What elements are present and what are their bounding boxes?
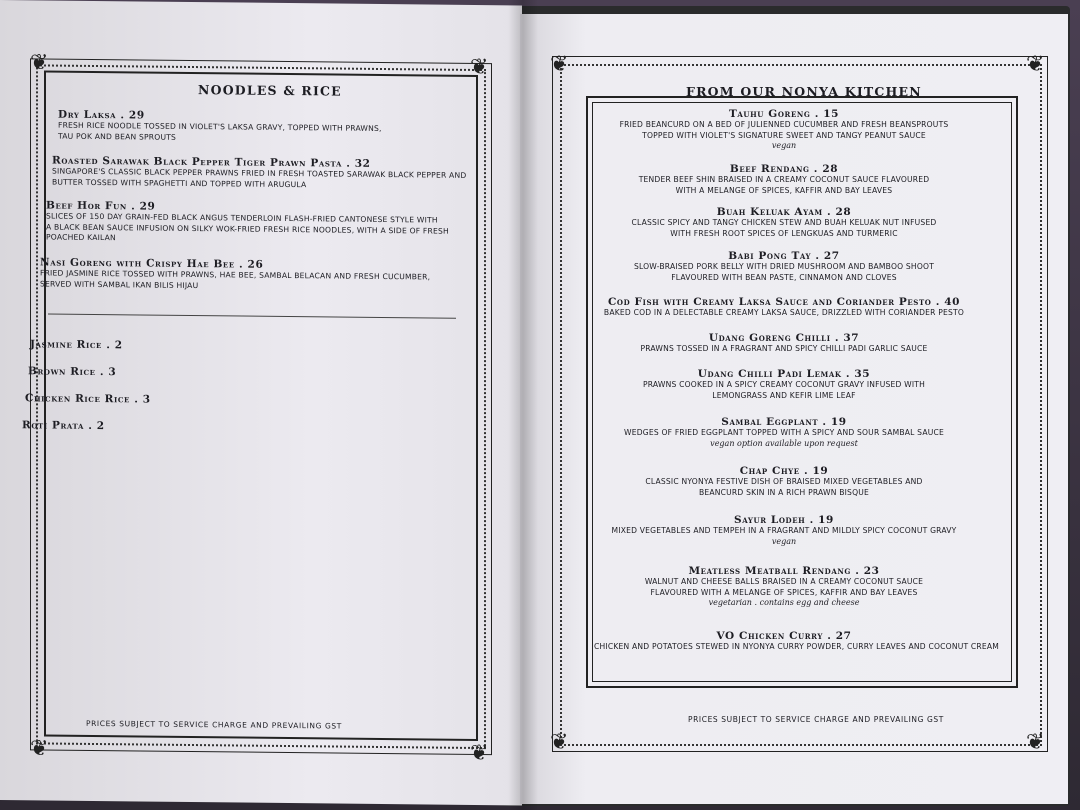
menu-item-desc: WEDGES OF FRIED EGGPLANT TOPPED WITH A SPICY AND SOUR SAMBAL SAUCE [623,428,945,437]
menu-item-desc: TENDER BEEF SHIN BRAISED IN A CREAMY COCONUT SAUCE FLAVOURED [638,175,930,184]
menu-item-title: Beef Hor Fun . 29 [46,199,156,213]
menu-item-note: vegan [771,141,797,150]
flourish-icon: ❦ [1026,730,1045,755]
menu-item-title: Meatless Meatball Rendang . 23 [688,565,880,577]
side-item: Brown Rice . 3 [28,365,117,379]
left-page [0,0,522,805]
menu-item-title: Sambal Eggplant . 19 [721,416,847,428]
menu-item-desc: A BLACK BEAN SAUCE INFUSION ON SILKY WOK-FRIED FRESH RICE NOODLES, WITH A SIDE OF FRESH [46,221,449,236]
menu-item-desc: MIXED VEGETABLES AND TEMPEH IN A FRAGRANT AND MILDLY SPICY COCONUT GRAVY [611,526,957,535]
menu-item [604,250,964,283]
menu-item-desc: FLAVOURED WITH BEAN PASTE, CINNAMON AND CLOVES [671,272,897,282]
menu-item-desc: SLOW-BRAISED PORK BELLY WITH DRIED MUSHROOM AND BAMBOO SHOOT [633,262,935,271]
menu-item-desc: PRAWNS TOSSED IN A FRAGRANT AND SPICY CHILLI PADI GARLIC SAUCE [640,344,928,353]
book-spine-shadow [508,0,538,810]
menu-item [604,332,964,355]
flourish-icon: ❦ [30,736,49,762]
menu-item-title: Sayur Lodeh . 19 [734,514,834,526]
side-item: Roti Prata . 2 [22,419,105,433]
menu-item-title: VO Chicken Curry . 27 [716,630,852,642]
menu-item-title: Dry Laksa . 29 [58,108,145,122]
flourish-icon: ❦ [30,50,49,76]
menu-item-note: vegetarian . contains egg and cheese [708,598,860,607]
menu-item [604,465,964,498]
menu-item-desc: BEANCURD SKIN IN A RICH PRAWN BISQUE [698,487,870,497]
menu-item-desc: SINGAPORE'S CLASSIC BLACK PEPPER PRAWNS FRIED IN FRESH TOASTED SARAWAK BLACK PEPPER AND [52,166,467,180]
menu-item-note: vegan option available upon request [710,438,858,448]
menu-item-title: Buah Keluak Ayam . 28 [716,206,852,218]
left-footer-note: PRICES SUBJECT TO SERVICE CHARGE AND PREVAILING GST [86,718,342,731]
menu-item [604,206,964,239]
side-item: Chicken Rice Rice . 3 [25,392,151,406]
menu-item-title: Chap Chye . 19 [739,465,829,477]
menu-item-desc: WITH FRESH ROOT SPICES OF LENGKUAS AND TURMERIC [670,228,898,238]
left-page-title: NOODLES & RICE [198,82,342,99]
menu-item-desc: CLASSIC SPICY AND TANGY CHICKEN STEW AND BUAH KELUAK NUT INFUSED [631,218,937,227]
menu-item [594,296,974,319]
flourish-icon: ❦ [470,740,489,767]
flourish-icon: ❦ [1026,52,1045,77]
flourish-icon: ❦ [550,730,569,755]
menu-item-desc: FRESH RICE NOODLE TOSSED IN VIOLET'S LAKSA GRAVY, TOPPED WITH PRAWNS, [58,120,382,133]
menu-item-title: Beef Rendang . 28 [729,163,839,175]
side-item: Jasmine Rice . 2 [30,338,123,352]
menu-item [604,163,964,196]
menu-item-desc: TAU POK AND BEAN SPROUTS [58,131,177,142]
menu-item [58,109,382,145]
menu-item-desc: FRIED JASMINE RICE TOSSED WITH PRAWNS, HAE BEE, SAMBAL BELACAN AND FRESH CUCUMBER, [40,268,431,282]
menu-item [604,108,964,152]
menu-item-note: vegan [771,536,797,546]
menu-item [46,199,449,247]
menu-item-title: Udang Goreng Chilli . 37 [708,332,860,344]
menu-item-desc: FLAVOURED WITH A MELANGE OF SPICES, KAFFIR AND BAY LEAVES [650,587,918,597]
menu-item-desc: SLICES OF 150 DAY GRAIN-FED BLACK ANGUS TENDERLOIN FLASH-FRIED CANTONESE STYLE WITH [46,211,438,225]
flourish-icon: ❦ [550,52,569,77]
menu-item [604,416,964,449]
menu-item-desc: BAKED COD IN A DELECTABLE CREAMY LAKSA SAUCE, DRIZZLED WITH CORIANDER PESTO [603,308,965,317]
right-page-title: FROM OUR NONYA KITCHEN [686,84,922,99]
right-footer-note: PRICES SUBJECT TO SERVICE CHARGE AND PREVAILING GST [688,715,944,724]
menu-item-title: Udang Chilli Padi Lemak . 35 [697,368,871,380]
menu-item [604,565,964,609]
menu-item [604,368,964,401]
menu-item-desc: SERVED WITH SAMBAL IKAN BILIS HIJAU [40,278,199,290]
menu-item-desc: POACHED KAILAN [46,232,116,243]
menu-item-desc: CHICKEN AND POTATOES STEWED IN NYONYA CURRY POWDER, CURRY LEAVES AND COCONUT CREAM [594,642,1000,651]
menu-item-desc: WITH A MELANGE OF SPICES, KAFFIR AND BAY LEAVES [675,185,893,195]
menu-item-desc: CLASSIC NYONYA FESTIVE DISH OF BRAISED MIXED VEGETABLES AND [645,477,923,486]
menu-item-desc: PRAWNS COOKED IN A SPICY CREAMY COCONUT GRAVY INFUSED WITH [642,380,926,389]
menu-item [40,256,430,293]
menu-item-desc: FRIED BEANCURD ON A BED OF JULIENNED CUCUMBER AND FRESH BEANSPROUTS [619,120,949,129]
menu-item-title: Roasted Sarawak Black Pepper Tiger Prawn Pasta . 32 [52,154,371,170]
menu-item [52,155,466,192]
right-page [520,14,1068,804]
menu-item-title: Babi Pong Tay . 27 [728,250,840,262]
menu-item-desc: WALNUT AND CHEESE BALLS BRAISED IN A CREAMY COCONUT SAUCE [644,577,924,586]
menu-item-title: Nasi Goreng with Crispy Hae Bee . 26 [40,256,264,271]
menu-item-desc: TOPPED WITH VIOLET'S SIGNATURE SWEET AND TANGY PEANUT SAUCE [642,130,926,140]
menu-item-desc: BUTTER TOSSED WITH SPAGHETTI AND TOPPED WITH ARUGULA [52,177,307,189]
menu-item-title: Cod Fish with Creamy Laksa Sauce and Coriander Pesto . 40 [607,296,961,308]
menu-item-title: Tauhu Goreng . 15 [728,108,840,120]
flourish-icon: ❦ [470,54,489,81]
menu-item-desc: LEMONGRASS AND KEFIR LIME LEAF [712,390,856,400]
menu-item [604,514,964,547]
menu-item [594,630,1000,653]
